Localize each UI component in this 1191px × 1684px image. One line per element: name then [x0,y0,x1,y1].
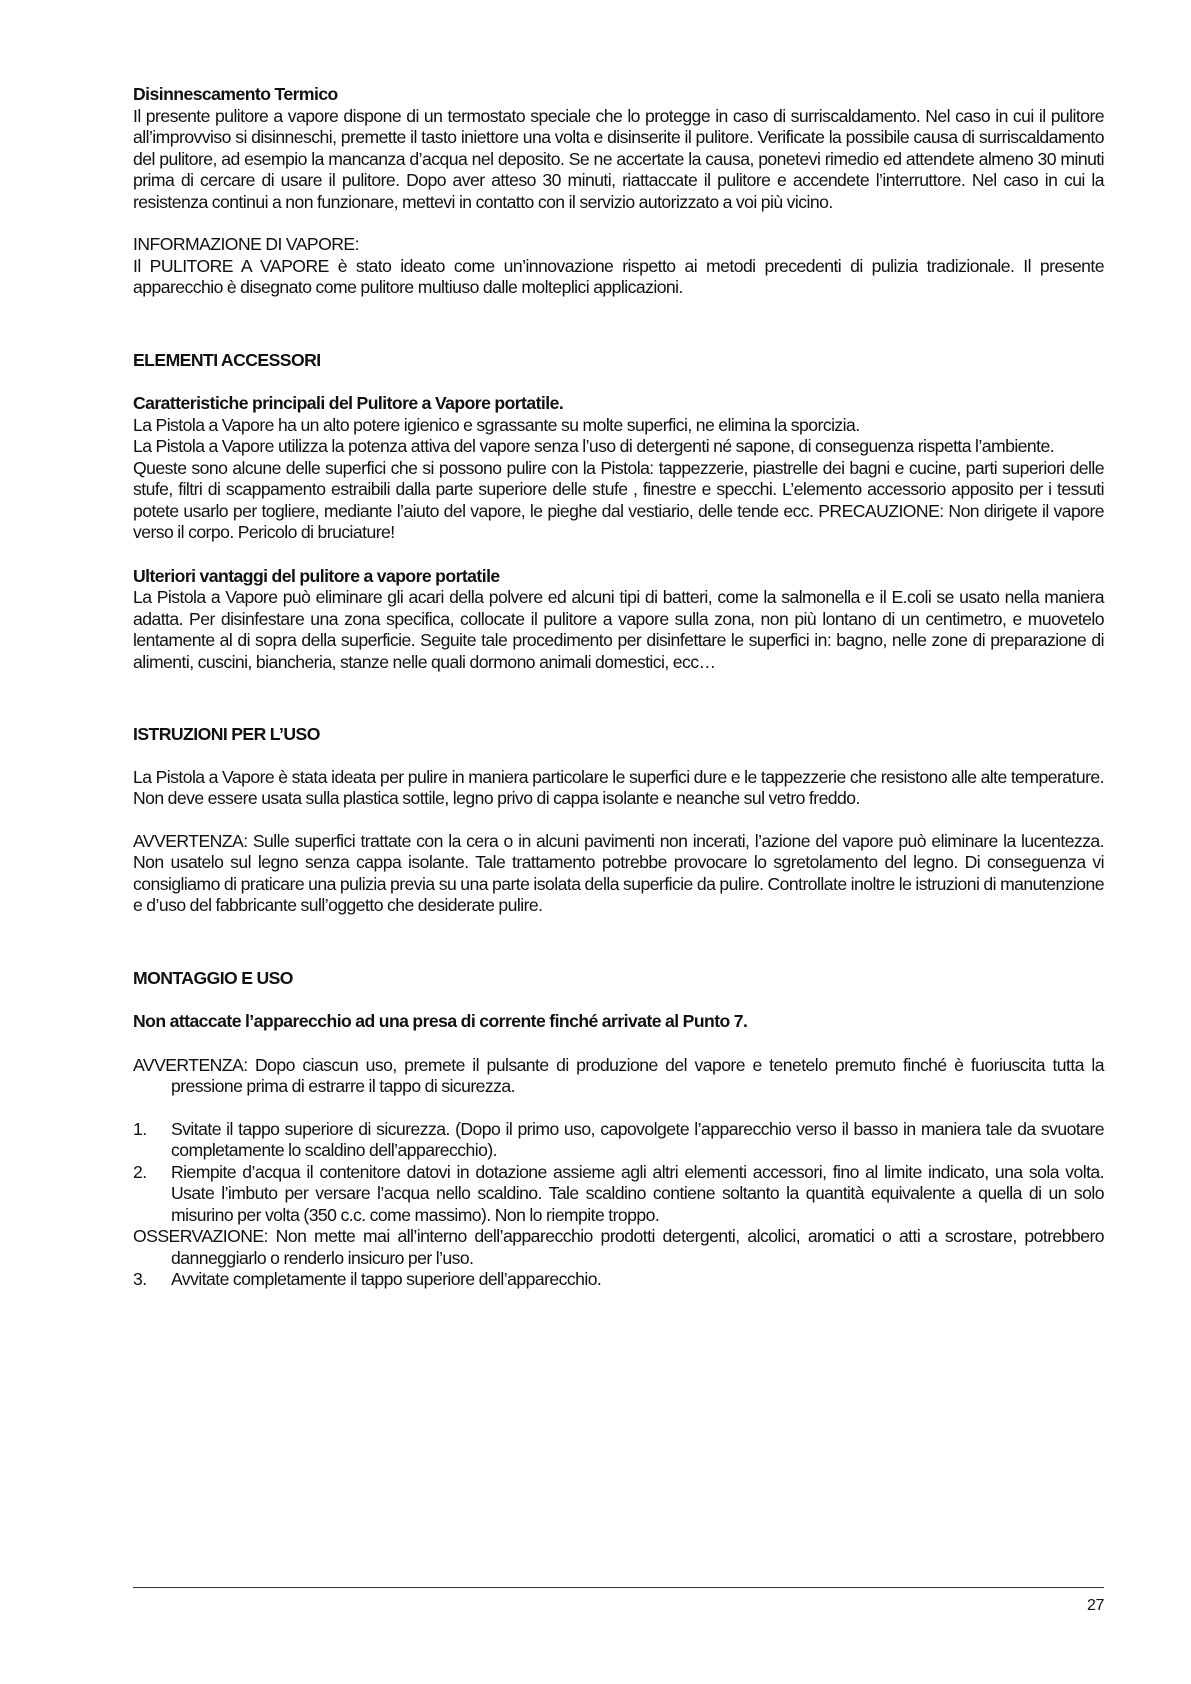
paragraph-vapore: Il PULITORE A VAPORE è stato ideato come un’innovazione rispetto ai metodi precedenti di pulizia tradizionale. Il presente apparecchio è disegnato come pulitore multiuso dalle molteplici applicazioni. [133,255,1104,297]
list-item-step-2 [133,1162,1104,1227]
paragraph-accessori-2: La Pistola a Vapore utilizza la potenza attiva del vapore senza l’uso di detergenti né sapone, di conseguenza rispetta l’ambiente. [133,436,1055,456]
heading-disinnescamento-termico: Disinnescamento Termico [133,84,338,104]
step-number: 2. [133,1161,147,1182]
paragraph-accessori-1: La Pistola a Vapore ha un alto potere igienico e sgrassante su molte superfici, ne elimina la sporcizia. [133,414,860,435]
paragraph-avvertenza-cera: AVVERTENZA: Sulle superfici trattate con la cera o in alcuni pavimenti non incerati, l’azione del vapore può eliminare la lucentezza. Non usatelo sul legno senza cappa isolante. Tale trattamento potrebbe provocare lo sgretolamento del legno. Di conseguenza vi consigliamo di praticare una pulizia previa su una parte isolata della superficie da pulire. Controllate inoltre le istruzioni di manutenzione e d’uso del fabbricante sull’oggetto che desiderate pulire. [133,830,1104,915]
subheading-ulteriori-vantaggi: Ulteriori vantaggi del pulitore a vapore portatile [133,565,500,586]
note-punto-7: Non attaccate l’apparecchio ad una presa di corrente finché arrivate al Punto 7. [133,1011,748,1031]
step-text: Svitate il tappo superiore di sicurezza. (Dopo il primo uso, capovolgete l’apparecchio verso il basso in maniera tale da svuotare completamente lo scaldino dell’apparecchio). [171,1118,1104,1160]
page-number: 27 [1087,1597,1104,1614]
document-page [133,84,1104,1291]
footer-divider [133,1587,1104,1588]
subheading-caratteristiche: Caratteristiche principali del Pulitore a Vapore portatile. [133,393,564,413]
step-text: Riempite d’acqua il contenitore datovi in dotazione assieme agli altri elementi accessori, fino al limite indicato, una sola volta. Usate l’imbuto per versare l’acqua nello scaldino. Tale scaldino contiene soltanto la quantità equivalente a quella di un solo misurino per volta (350 c.c. come massimo). Non lo riempite troppo. [171,1161,1104,1225]
heading-informazione-vapore: INFORMAZIONE DI VAPORE: [133,234,359,254]
heading-elementi-accessori: ELEMENTI ACCESSORI [133,349,321,370]
step-number: 1. [133,1118,147,1139]
list-item-step-3 [133,1269,1104,1291]
step-number: 3. [133,1269,147,1289]
paragraph-ulteriori-vantaggi: La Pistola a Vapore può eliminare gli acari della polvere ed alcuni tipi di batteri, come la salmonella e il E.coli se usato nella maniera adatta. Per disinfestare una zona specifica, collocate il pulitore a vapore sulla zona, non più lontano di un centimetro, e muovetelo lentamente al di sopra della superficie. Seguite tale procedimento per disinfettare le superfici in: bagno, nelle zone di preparazione di alimenti, cuscini, biancheria, stanze nelle quali dormono animali domestici, ecc… [133,587,1104,672]
paragraph-accessori-3: Queste sono alcune delle superfici che si possono pulire con la Pistola: tappezzerie, piastrelle dei bagni e cucine, parti superiori delle stufe, filtri di scappamento estraibili dalla parte superiore delle stufe , finestre e specchi. L’elemento accessorio apposito per i tessuti potete usarlo per togliere, mediante l’aiuto del vapore, le pieghe dal vestiario, delle tende ecc. PRECAUZIONE: Non dirigete il vapore verso il corpo. Pericolo di bruciature! [133,457,1104,542]
paragraph-avvertenza-pressione: AVVERTENZA: Dopo ciascun uso, premete il pulsante di produzione del vapore e tenetelo premuto finché è fuoriuscita tutta la pressione prima di estrarre il tappo di sicurezza. [133,1054,1104,1096]
paragraph-termico: Il presente pulitore a vapore dispone di un termostato speciale che lo protegge in caso di surriscaldamento. Nel caso in cui il pulitore all’improvviso si disinneschi, premette il tasto iniettore una volta e disinserite il pulitore. Verificate la possibile causa di surriscaldamento del pulitore, ad esempio la mancanza d’acqua nel deposito. Se ne accertate la causa, ponetevi rimedio ed attendete almeno 30 minuti prima di cercare di usare il pulitore. Dopo aver atteso 30 minuti, riattaccate il pulitore e accendete l’interruttore. Nel caso in cui la resistenza continui a non funzionare, mettevi in contatto con il servizio autorizzato a voi più vicino. [133,105,1104,212]
step-text: Avvitate completamente il tappo superiore dell’apparecchio. [171,1269,602,1289]
list-item-step-1 [133,1119,1104,1162]
paragraph-osservazione: OSSERVAZIONE: Non mette mai all’interno dell’apparecchio prodotti detergenti, alcolici, aromatici o atti a scrostare, potrebbero danneggiarlo o renderlo insicuro per l’uso. [133,1226,1104,1268]
paragraph-istruzioni-1: La Pistola a Vapore è stata ideata per pulire in maniera particolare le superfici dure e le tappezzerie che resistono alle alte temperature. Non deve essere usata sulla plastica sottile, legno privo di cappa isolante e neanche sul vetro freddo. [133,766,1104,808]
heading-istruzioni-uso: ISTRUZIONI PER L’USO [133,724,320,744]
heading-montaggio-uso: MONTAGGIO E USO [133,967,293,988]
